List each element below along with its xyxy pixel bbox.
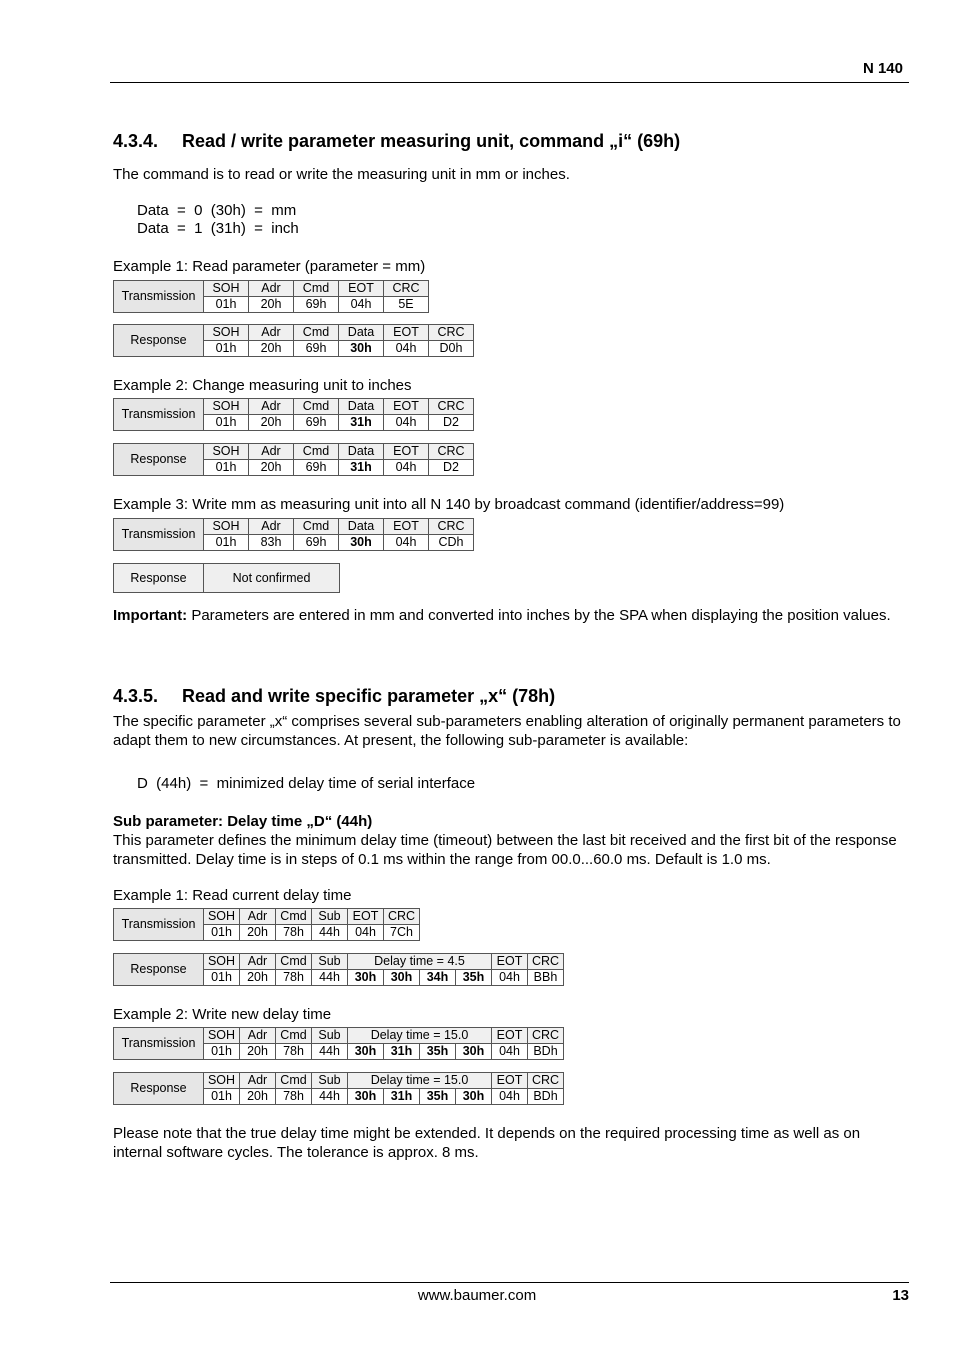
frame-head: CRC	[429, 325, 474, 341]
frame-value: 20h	[249, 460, 294, 476]
frame-head: SOH	[204, 1073, 240, 1089]
frame-head: Sub	[312, 1073, 348, 1089]
frame-value: 01h	[204, 970, 240, 986]
frame-value: 78h	[276, 925, 312, 941]
frame-label: Response	[114, 1073, 204, 1105]
frame-table-t5	[113, 518, 474, 551]
frame-head: CRC	[384, 281, 429, 297]
section-intro: The command is to read or write the measuring unit in mm or inches.	[113, 166, 570, 183]
section-number: 4.3.5.	[113, 686, 159, 706]
frame-label: Transmission	[114, 1028, 204, 1060]
frame-head: EOT	[348, 909, 384, 925]
frame-head: Cmd	[294, 281, 339, 297]
frame-head: SOH	[204, 325, 249, 341]
frame-value: 5E	[384, 297, 429, 313]
frame-value: BDh	[528, 1044, 564, 1060]
frame-value: 83h	[249, 535, 294, 551]
frame-head: CRC	[384, 909, 420, 925]
frame-head: CRC	[528, 954, 564, 970]
frame-label: Transmission	[114, 519, 204, 551]
frame-value: 01h	[204, 1089, 240, 1105]
frame-value: 20h	[240, 1044, 276, 1060]
frame-value: 04h	[492, 1089, 528, 1105]
sub-parameter-line: D (44h) = minimized delay time of serial interface	[137, 775, 476, 792]
frame-head: Adr	[249, 399, 294, 415]
frame-head: Cmd	[294, 444, 339, 460]
frame-value: 31h	[339, 415, 384, 431]
frame-value: 20h	[240, 970, 276, 986]
frame-label: Response	[114, 325, 204, 357]
important-note	[113, 606, 903, 625]
frame-table-t3	[113, 398, 474, 431]
frame-value: 01h	[204, 1044, 240, 1060]
important-label: Important:	[113, 607, 188, 624]
frame-label: Transmission	[114, 399, 204, 431]
delay-value: 30h	[456, 1089, 492, 1105]
frame-value: 04h	[384, 415, 429, 431]
delay-value: 31h	[384, 1089, 420, 1105]
page-number: 13	[892, 1287, 909, 1304]
frame-value: 30h	[339, 535, 384, 551]
delay-value: 30h	[348, 1044, 384, 1060]
frame-value: 20h	[249, 415, 294, 431]
example-caption: Example 2: Write new delay time	[113, 1006, 332, 1023]
frame-value: 01h	[204, 925, 240, 941]
frame-value: 69h	[294, 535, 339, 551]
frame-head: SOH	[204, 281, 249, 297]
frame-value: D2	[429, 415, 474, 431]
frame-head: SOH	[204, 519, 249, 535]
frame-table-t9	[113, 1027, 564, 1060]
delay-value: 30h	[456, 1044, 492, 1060]
frame-head: Adr	[240, 1073, 276, 1089]
frame-head: CRC	[528, 1028, 564, 1044]
important-text: Parameters are entered in mm and converted into inches by the SPA when displaying the position values.	[187, 607, 891, 624]
frame-head: EOT	[384, 399, 429, 415]
frame-head: Cmd	[276, 1073, 312, 1089]
frame-value: 78h	[276, 1089, 312, 1105]
frame-table-t6	[113, 563, 340, 593]
frame-value: 01h	[204, 297, 249, 313]
frame-value: 20h	[240, 925, 276, 941]
frame-value: 04h	[492, 1044, 528, 1060]
section-heading-434	[113, 131, 680, 152]
frame-value: 44h	[312, 970, 348, 986]
frame-head: Adr	[240, 954, 276, 970]
frame-value: 04h	[384, 460, 429, 476]
delay-value: 30h	[384, 970, 420, 986]
frame-label: Response	[114, 444, 204, 476]
delay-value: 34h	[420, 970, 456, 986]
frame-value: 78h	[276, 1044, 312, 1060]
frame-head: Cmd	[294, 399, 339, 415]
delay-value: 31h	[384, 1044, 420, 1060]
frame-table-t2	[113, 324, 474, 357]
frame-head: CRC	[429, 444, 474, 460]
sub-parameter-text: This parameter defines the minimum delay time (timeout) between the last bit received and the first bit of the response transmitted. Delay time is in steps of 0.1 ms within the range from 00.0...60.0 ms. Default is 1.0 ms.	[113, 832, 897, 868]
delay-value: 30h	[348, 970, 384, 986]
frame-value: 01h	[204, 341, 249, 357]
header-rule	[110, 82, 909, 83]
frame-value: 20h	[249, 341, 294, 357]
not-confirmed-cell: Not confirmed	[204, 564, 340, 593]
example-caption: Example 1: Read current delay time	[113, 887, 352, 904]
frame-head: CRC	[528, 1073, 564, 1089]
frame-table-t4	[113, 443, 474, 476]
delay-value: 35h	[456, 970, 492, 986]
frame-value: 7Ch	[384, 925, 420, 941]
frame-head: EOT	[492, 1028, 528, 1044]
frame-value: BBh	[528, 970, 564, 986]
frame-head: EOT	[384, 519, 429, 535]
frame-value: 04h	[384, 535, 429, 551]
example-caption: Example 2: Change measuring unit to inches	[113, 377, 412, 394]
frame-value: 20h	[240, 1089, 276, 1105]
frame-head: CRC	[429, 519, 474, 535]
data-line-inch: Data = 1 (31h) = inch	[137, 220, 299, 237]
frame-table-t7	[113, 908, 420, 941]
frame-label: Transmission	[114, 909, 204, 941]
frame-value: 31h	[339, 460, 384, 476]
frame-head: Adr	[240, 1028, 276, 1044]
frame-head: EOT	[384, 444, 429, 460]
frame-head: Data	[339, 519, 384, 535]
frame-value: 01h	[204, 415, 249, 431]
frame-value: 20h	[249, 297, 294, 313]
frame-value: 69h	[294, 415, 339, 431]
frame-head: Sub	[312, 954, 348, 970]
frame-value: BDh	[528, 1089, 564, 1105]
section-heading-435	[113, 686, 555, 707]
frame-label: Response	[114, 954, 204, 986]
frame-value: 69h	[294, 341, 339, 357]
frame-head: Adr	[249, 444, 294, 460]
delay-value: 30h	[348, 1089, 384, 1105]
frame-head: Data	[339, 325, 384, 341]
frame-value: D2	[429, 460, 474, 476]
frame-head: Adr	[249, 325, 294, 341]
example-caption: Example 1: Read parameter (parameter = mm)	[113, 258, 426, 275]
frame-head: SOH	[204, 909, 240, 925]
example-caption: Example 3: Write mm as measuring unit into all N 140 by broadcast command (identifier/address=99)	[113, 496, 785, 513]
frame-value: 30h	[339, 341, 384, 357]
frame-label: Transmission	[114, 281, 204, 313]
frame-value: D0h	[429, 341, 474, 357]
frame-head: EOT	[492, 1073, 528, 1089]
frame-value: 78h	[276, 970, 312, 986]
frame-head: EOT	[339, 281, 384, 297]
frame-head: Sub	[312, 1028, 348, 1044]
frame-value: 01h	[204, 460, 249, 476]
frame-head: SOH	[204, 954, 240, 970]
frame-head: Sub	[312, 909, 348, 925]
frame-head: Data	[339, 444, 384, 460]
frame-head: Adr	[240, 909, 276, 925]
delay-time-head: Delay time = 15.0	[348, 1073, 492, 1089]
delay-time-head: Delay time = 4.5	[348, 954, 492, 970]
closing-note: Please note that the true delay time might be extended. It depends on the required processing time as well as on internal software cycles. The tolerance is approx. 8 ms.	[113, 1125, 861, 1161]
frame-value: 04h	[492, 970, 528, 986]
section-number: 4.3.4.	[113, 131, 159, 151]
frame-head: Cmd	[294, 519, 339, 535]
frame-value: 01h	[204, 535, 249, 551]
frame-head: SOH	[204, 444, 249, 460]
frame-value: 04h	[339, 297, 384, 313]
sub-parameter-heading: Sub parameter: Delay time „D“ (44h)	[113, 813, 373, 830]
delay-value: 35h	[420, 1044, 456, 1060]
delay-time-head: Delay time = 15.0	[348, 1028, 492, 1044]
frame-head: Adr	[249, 281, 294, 297]
frame-value: 44h	[312, 925, 348, 941]
frame-value: 69h	[294, 460, 339, 476]
document-title: N 140	[862, 60, 903, 77]
frame-head: Adr	[249, 519, 294, 535]
frame-value: CDh	[429, 535, 474, 551]
frame-head: Cmd	[276, 909, 312, 925]
frame-value: 69h	[294, 297, 339, 313]
frame-label: Response	[114, 564, 204, 593]
frame-head: SOH	[204, 1028, 240, 1044]
frame-value: 44h	[312, 1044, 348, 1060]
section-title: Read / write parameter measuring unit, command „i“ (69h)	[182, 131, 681, 151]
frame-head: Cmd	[294, 325, 339, 341]
frame-head: Cmd	[276, 1028, 312, 1044]
delay-value: 35h	[420, 1089, 456, 1105]
frame-value: 44h	[312, 1089, 348, 1105]
footer-rule	[110, 1282, 909, 1283]
data-line-mm: Data = 0 (30h) = mm	[137, 202, 297, 219]
frame-head: EOT	[384, 325, 429, 341]
frame-head: Data	[339, 399, 384, 415]
section-title: Read and write specific parameter „x“ (78h)	[182, 686, 556, 706]
frame-table-t10	[113, 1072, 564, 1105]
frame-table-t8	[113, 953, 564, 986]
frame-value: 04h	[384, 341, 429, 357]
frame-head: Cmd	[276, 954, 312, 970]
footer-url: www.baumer.com	[417, 1287, 537, 1304]
frame-value: 04h	[348, 925, 384, 941]
frame-head: SOH	[204, 399, 249, 415]
section-intro: The specific parameter „x“ comprises several sub-parameters enabling alteration of originally permanent parameters to adapt them to new circumstances. At present, the following sub-parameter is available:	[113, 713, 901, 749]
frame-head: EOT	[492, 954, 528, 970]
frame-head: CRC	[429, 399, 474, 415]
frame-table-t1	[113, 280, 429, 313]
